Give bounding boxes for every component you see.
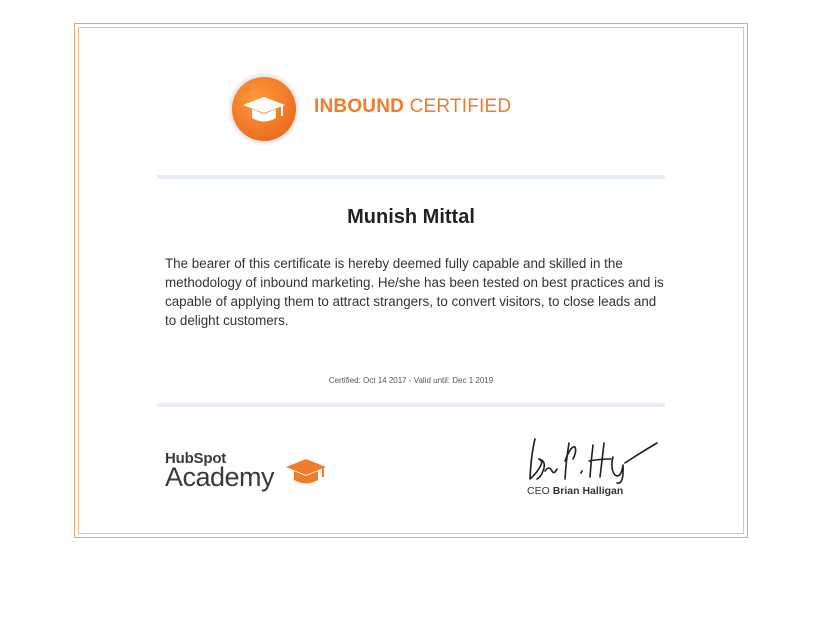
recipient-name: Munish Mittal (347, 206, 475, 228)
badge-title-light: CERTIFIED (409, 96, 512, 117)
validity-dates: Certified: Oct 14 2017 - Valid until: Dec 1 2019 (328, 376, 494, 385)
badge-title (314, 96, 511, 118)
ceo-title: CEO (527, 485, 550, 497)
ceo-signature (525, 435, 660, 485)
graduation-cap-icon (227, 72, 301, 146)
top-divider (157, 175, 665, 179)
certificate-statement: The bearer of this certificate is hereby deemed fully capable and skilled in the methodology of inbound marketing. He/she has been tested on best practices and is capable of applying them to attract strangers, to convert visitors, to close leads and to delight customers. (165, 256, 664, 328)
academy-logo-top: HubSpot (165, 450, 227, 467)
graduation-cap-icon (285, 455, 327, 491)
ceo-name: Brian Halligan (552, 485, 624, 497)
bottom-divider (157, 403, 665, 407)
badge-title-bold: INBOUND (314, 96, 405, 117)
academy-logo-main: Academy (165, 462, 275, 492)
ceo-caption (527, 485, 623, 497)
